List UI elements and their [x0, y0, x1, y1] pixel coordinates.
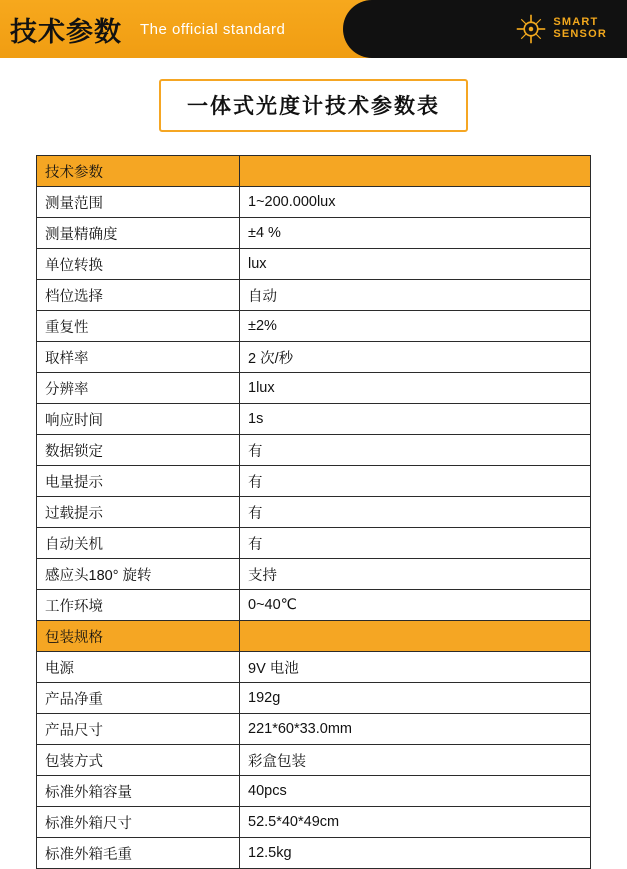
- brand-panel: [343, 0, 627, 58]
- row-label: 档位选择: [37, 280, 240, 311]
- row-label: 响应时间: [37, 404, 240, 435]
- row-label: 测量精确度: [37, 218, 240, 249]
- row-value: 12.5kg: [240, 838, 591, 869]
- table-row: [37, 218, 591, 249]
- crosshair-target-icon: [516, 14, 546, 44]
- row-value: 0~40℃: [240, 590, 591, 621]
- table-row: [37, 776, 591, 807]
- row-value: ±2%: [240, 311, 591, 342]
- table-row: [37, 249, 591, 280]
- row-label: 电源: [37, 652, 240, 683]
- row-value: 52.5*40*49cm: [240, 807, 591, 838]
- table-row: [37, 652, 591, 683]
- section-header-label: 包装规格: [37, 621, 240, 652]
- row-label: 测量范围: [37, 187, 240, 218]
- table-section-header: [37, 156, 591, 187]
- row-value: 有: [240, 435, 591, 466]
- row-value: 有: [240, 466, 591, 497]
- brand-logo: [516, 14, 607, 44]
- row-label: 工作环境: [37, 590, 240, 621]
- row-label: 包装方式: [37, 745, 240, 776]
- table-row: [37, 528, 591, 559]
- header-subtitle: The official standard: [140, 20, 286, 38]
- row-value: 有: [240, 497, 591, 528]
- section-header-value: [240, 621, 591, 652]
- table-row: [37, 807, 591, 838]
- row-value: lux: [240, 249, 591, 280]
- row-value: 192g: [240, 683, 591, 714]
- row-label: 感应头180° 旋转: [37, 559, 240, 590]
- header-title: 技术参数: [10, 16, 122, 47]
- spec-table-body: [37, 156, 591, 869]
- table-row: [37, 342, 591, 373]
- row-label: 取样率: [37, 342, 240, 373]
- row-label: 重复性: [37, 311, 240, 342]
- table-row: [37, 280, 591, 311]
- spec-table-container: [36, 155, 591, 869]
- table-row: [37, 590, 591, 621]
- table-row: [37, 404, 591, 435]
- row-label: 电量提示: [37, 466, 240, 497]
- row-value: 有: [240, 528, 591, 559]
- table-row: [37, 373, 591, 404]
- page-header: [0, 0, 627, 58]
- section-header-value: [240, 156, 591, 187]
- table-row: [37, 435, 591, 466]
- row-value: 自动: [240, 280, 591, 311]
- table-row: [37, 683, 591, 714]
- page-title-container: [0, 79, 627, 132]
- row-value: 支持: [240, 559, 591, 590]
- row-label: 标准外箱容量: [37, 776, 240, 807]
- row-label: 分辨率: [37, 373, 240, 404]
- row-label: 数据锁定: [37, 435, 240, 466]
- table-row: [37, 745, 591, 776]
- row-value: 1s: [240, 404, 591, 435]
- row-value: 221*60*33.0mm: [240, 714, 591, 745]
- table-row: [37, 714, 591, 745]
- brand-line-1: SMART: [553, 16, 599, 29]
- row-value: 9V 电池: [240, 652, 591, 683]
- row-value: 彩盒包装: [240, 745, 591, 776]
- brand-wordmark: [553, 17, 607, 40]
- row-value: ±4 %: [240, 218, 591, 249]
- table-section-header: [37, 621, 591, 652]
- table-row: [37, 559, 591, 590]
- table-row: [37, 311, 591, 342]
- row-label: 自动关机: [37, 528, 240, 559]
- row-value: 40pcs: [240, 776, 591, 807]
- brand-line-2: SENSOR: [553, 28, 607, 40]
- row-label: 产品尺寸: [37, 714, 240, 745]
- row-value: 1~200.000lux: [240, 187, 591, 218]
- table-row: [37, 466, 591, 497]
- row-label: 过载提示: [37, 497, 240, 528]
- table-row: [37, 497, 591, 528]
- table-row: [37, 838, 591, 869]
- table-row: [37, 187, 591, 218]
- row-label: 标准外箱毛重: [37, 838, 240, 869]
- row-label: 标准外箱尺寸: [37, 807, 240, 838]
- row-label: 单位转换: [37, 249, 240, 280]
- row-value: 2 次/秒: [240, 342, 591, 373]
- row-label: 产品净重: [37, 683, 240, 714]
- section-header-label: 技术参数: [37, 156, 240, 187]
- row-value: 1lux: [240, 373, 591, 404]
- spec-table: [36, 155, 591, 869]
- page-title: 一体式光度计技术参数表: [159, 79, 468, 132]
